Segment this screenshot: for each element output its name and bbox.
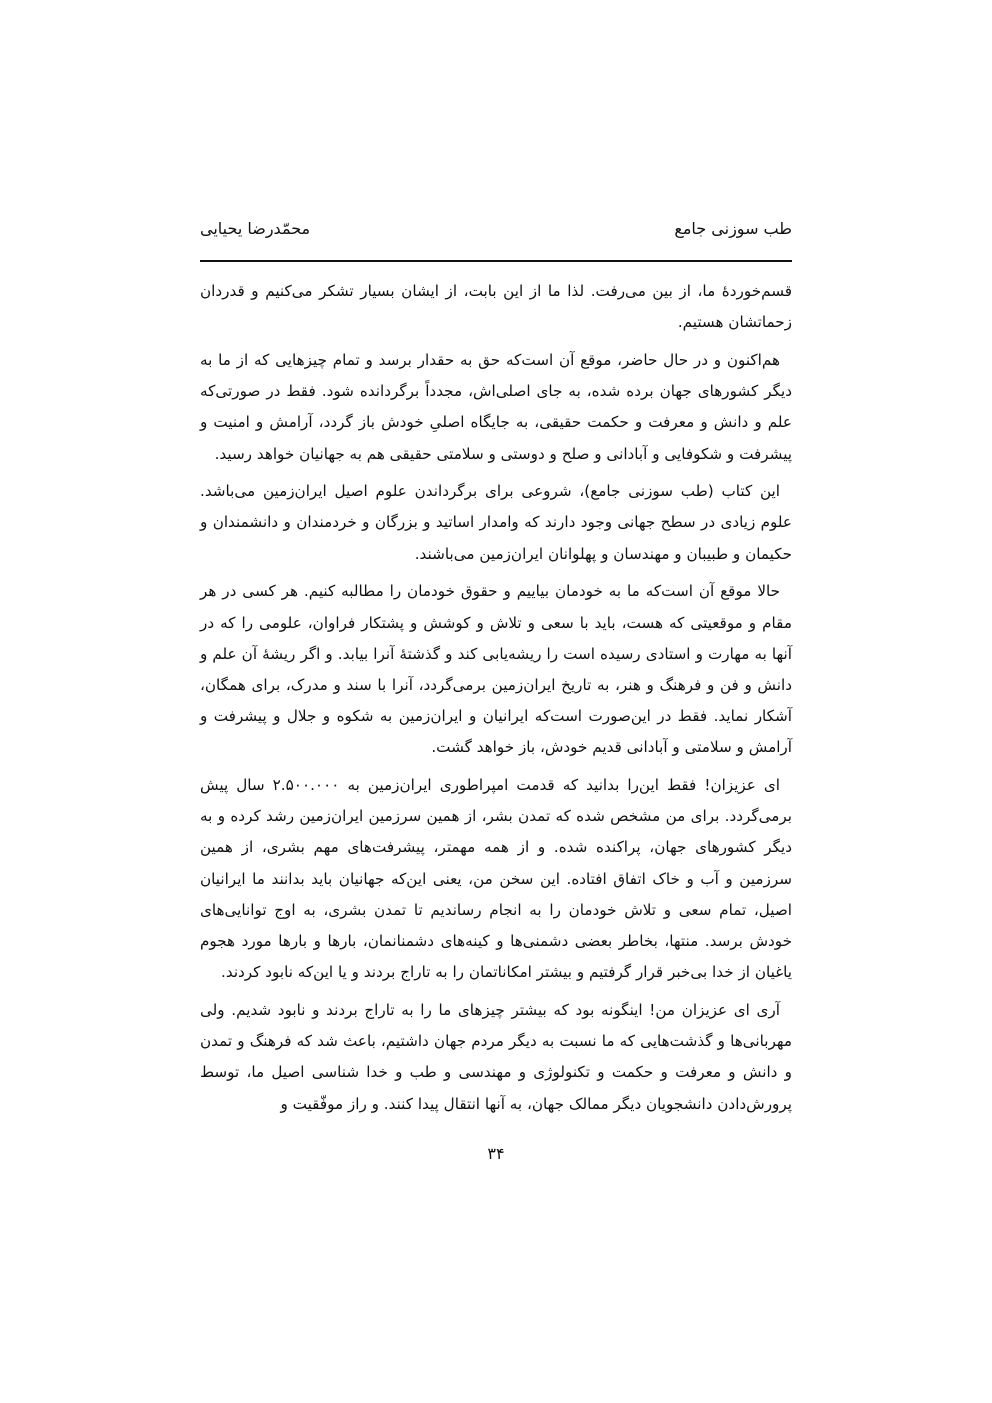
- author-name: محمّدرضا یحیایی: [200, 219, 311, 238]
- paragraph: حالا موقع آن است‌که ما به خودمان بیاییم و حقوق خودمان را مطالبه کنیم. هر کسی در هر مقام و موقعیتی که هست، باید با سعی و تلاش و کوشش و پشتکار فراوان، علومی را که در آنها به مهارت و استادی رسیده است را ریشه‌یابی کند و گذشتهٔ آنرا بیابد. و اگر ریشهٔ آن علم و دانش و فن و فرهنگ و هنر، به تاریخ ایران‌زمین برمی‌گردد، آنرا با سند و مدرک، برای همگان، آشکار نماید. فقط در این‌صورت است‌که ایرانیان و ایران‌زمین به شکوه و جلال و پیشرفت و آرامش و سلامتی و آبادانی قدیم خودش، باز خواهد گشت.: [200, 582, 792, 757]
- body-text: [200, 276, 792, 1126]
- paragraph: آری ای عزیزان من! اینگونه بود که بیشتر چیزهای ما را به تاراج بردند و نابود شدیم. ولی مهربانی‌ها و گذشت‌هایی که ما نسبت به دیگر مردم جهان داشتیم، باعث شد که فرهنگ و تمدن و دانش و معرفت و حکمت و تکنولوژی و مهندسی و طب و خدا شناسی اصیل ما، توسط پرورش‌دادن دانشجویان دیگر ممالک جهان، به آنها انتقال پیدا کنند. و راز موفّقیت و: [200, 1000, 792, 1113]
- book-title: طب سوزنی جامع: [674, 219, 792, 238]
- paragraph: هم‌اکنون و در حال حاضر، موقع آن است‌که حق به حقدار برسد و تمام چیزهایی که از ما به دیگر کشورهای جهان برده شده، به جای اصلی‌اش، مجدداً برگردانده شود. فقط در صورتی‌که علم و دانش و معرفت و حکمت حقیقی، به جایگاه اصلیِ خودش باز گردد، آرامش و امنیت و پیشرفت و شکوفایی و آبادانی و صلح و دوستی و سلامتی حقیقی هم به جهانیان خواهد رسید.: [200, 350, 792, 463]
- running-header: [200, 216, 792, 256]
- paragraph: این کتاب (طب سوزنی جامع)، شروعی برای برگرداندن علوم اصیل ایران‌زمین می‌باشد. علوم زیادی در سطح جهانی وجود دارند که وامدار اساتید و بزرگان و خردمندان و دانشمندان و حکیمان و طبیبان و مهندسان و پهلوانان ایران‌زمین می‌باشند.: [200, 482, 792, 563]
- paragraph: ای عزیزان! فقط این‌را بدانید که قدمت امپراطوری ایران‌زمین به ۲.۵۰۰.۰۰۰ سال پیش برمی‌گردد. برای من مشخص شده که تمدن بشر، از همین سرزمین ایران‌زمین رشد کرده و به دیگر کشورهای جهان، پراکنده شده. و از همه مهمتر، پیشرفت‌های مهم بشری، از همین سرزمین و آب و خاک اتفاق افتاده. این سخن من، یعنی این‌که جهانیان باید بدانند ما ایرانیان اصیل، تمام سعی و تلاش خودمان را به انجام رساندیم تا تمدن بشری، به اوج توانایی‌های خودش برسد. منتها، بخاطر بعضی دشمنی‌ها و کینه‌های دشمنانمان، بارها و بارها مورد هجوم یاغیان از خدا بی‌خبر قرار گرفتیم و بیشتر امکاناتمان را به تاراج بردند و یا این‌که نابود کردند.: [200, 776, 792, 982]
- paragraph: قسم‌خوردهٔ ما، از بین می‌رفت. لذا ما از این بابت، از ایشان بسیار تشکر می‌کنیم و قدردان زحماتشان هستیم.: [200, 282, 792, 332]
- page-number: ۳۴: [487, 1144, 505, 1163]
- header-divider: [200, 260, 792, 262]
